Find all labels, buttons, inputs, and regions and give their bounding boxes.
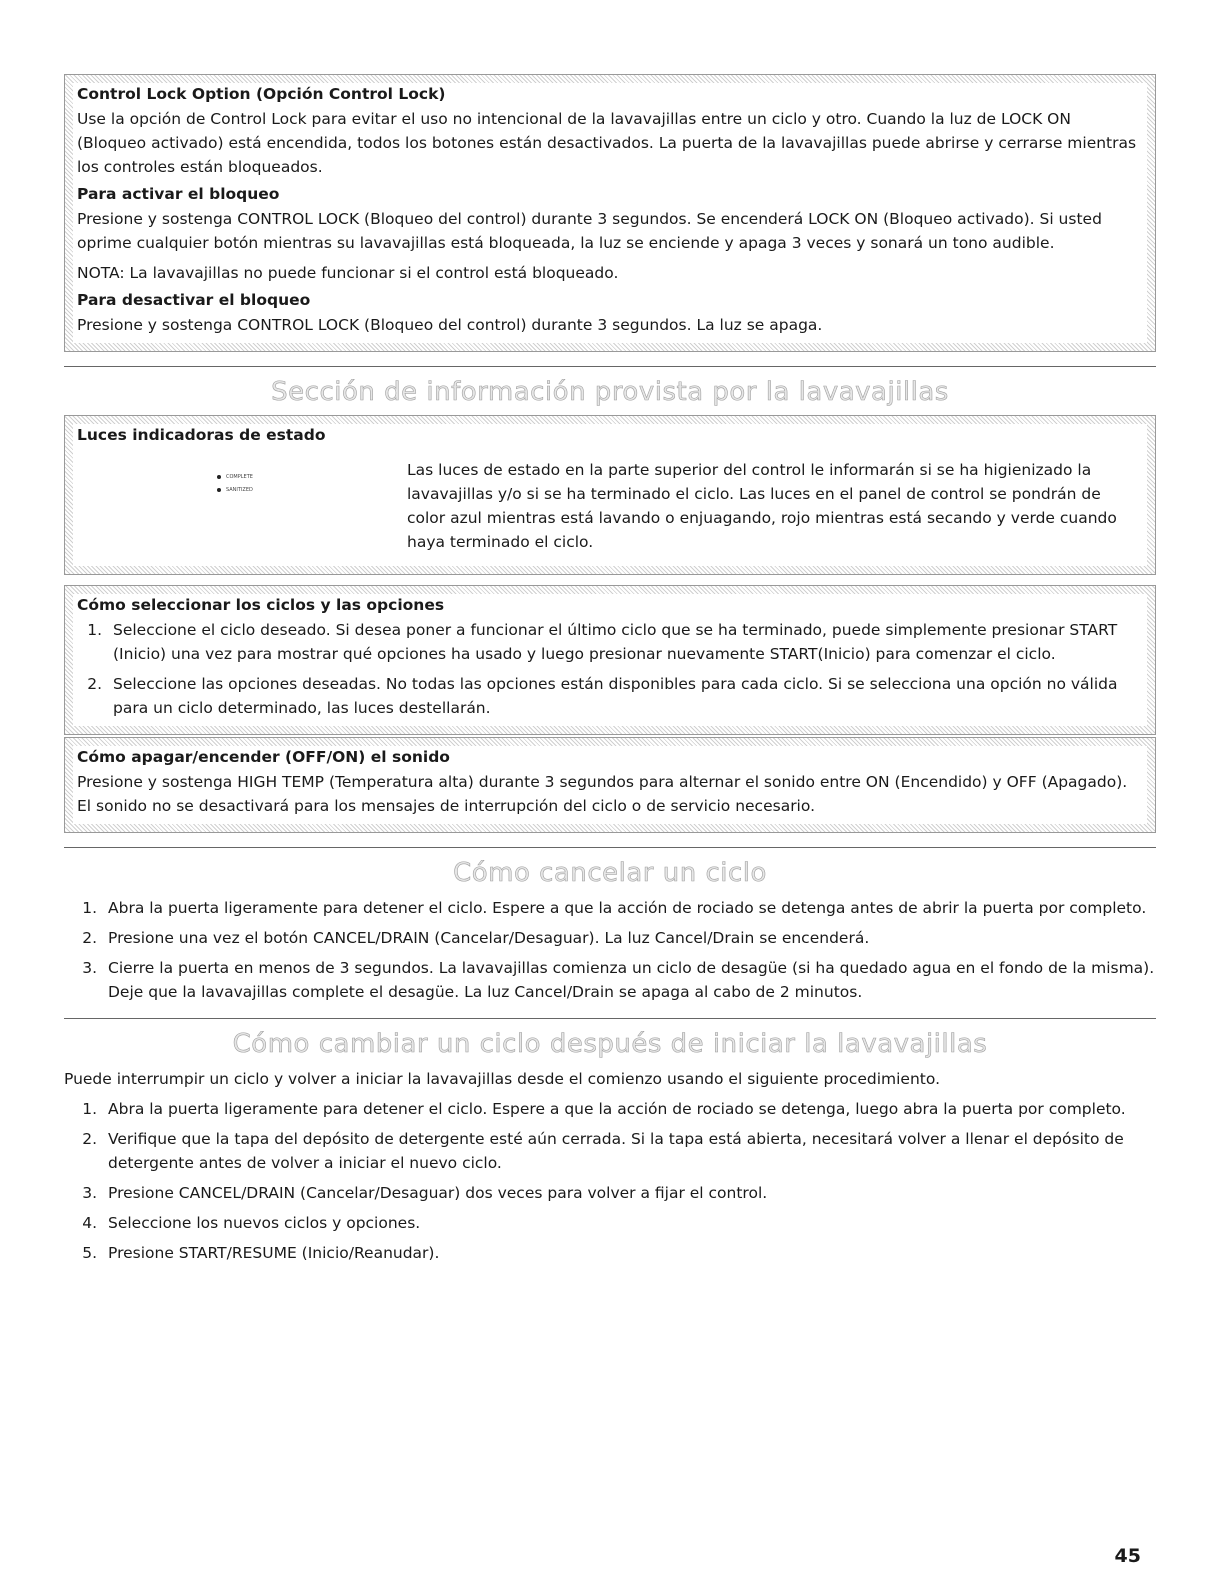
divider <box>64 1018 1156 1019</box>
complete-led <box>217 474 253 480</box>
list-item: 2. Seleccione las opciones deseadas. No todas las opciones están disponibles para cada ciclo. Si se selecciona una opción no válida para un ciclo determinado, las luces destellarán. <box>107 672 1143 720</box>
divider <box>64 847 1156 848</box>
complete-led-label: COMPLETE <box>226 474 253 480</box>
activate-lock-text: Presione y sostenga CONTROL LOCK (Bloqueo del control) durante 3 segundos. Se encenderá LOCK ON (Bloqueo activado). Si usted oprime cualquier botón mientras su lavavajillas está bloqueada, la luz se enciende y apaga 3 veces y sonará un tono audible. <box>77 210 1102 252</box>
list-item: 3. Presione CANCEL/DRAIN (Cancelar/Desaguar) dos veces para volver a fijar el control. <box>102 1181 1156 1205</box>
list-item: 3. Cierre la puerta en menos de 3 segundos. La lavavajillas comienza un ciclo de desagüe (si ha quedado agua en el fondo de la misma). Deje que la lavavajillas complete el desagüe. La luz Cancel/Drain se apaga al cabo de 2 minutos. <box>102 956 1156 1004</box>
sound-box <box>64 737 1156 833</box>
sanitized-led <box>217 487 253 493</box>
led-dot-icon <box>217 475 221 479</box>
status-lights-illustration <box>77 448 387 560</box>
change-section-heading: Cómo cambiar un ciclo después de iniciar la lavavajillas <box>232 1029 988 1059</box>
change-intro: Puede interrumpir un ciclo y volver a iniciar la lavavajillas desde el comienzo usando el siguiente procedimiento. <box>64 1070 940 1088</box>
list-item: 1. Abra la puerta ligeramente para detener el ciclo. Espere a que la acción de rociado se detenga antes de abrir la puerta por completo. <box>102 896 1156 920</box>
status-lights-text: Las luces de estado en la parte superior del control le informarán si se ha higienizado la lavavajillas y/o si se ha terminado el ciclo. Las luces en el panel de control se pondrán de color azul mientras está lavando o enjuagando, rojo mientras está secando y verde cuando haya terminado el ciclo. <box>407 461 1117 551</box>
list-item: 1. Seleccione el ciclo deseado. Si desea poner a funcionar el último ciclo que se ha terminado, puede simplemente presionar START (Inicio) una vez para mostrar qué opciones ha usado y luego presionar nuevamente START(Inicio) para comenzar el ciclo. <box>107 618 1143 666</box>
list-item: 2. Verifique que la tapa del depósito de detergente esté aún cerrada. Si la tapa está abierta, necesitará volver a llenar el depósito de detergente antes de volver a iniciar el nuevo ciclo. <box>102 1127 1156 1175</box>
deactivate-lock-text: Presione y sostenga CONTROL LOCK (Bloqueo del control) durante 3 segundos. La luz se apaga. <box>77 316 823 334</box>
sound-title: Cómo apagar/encender (OFF/ON) el sonido <box>77 748 450 766</box>
status-lights-title: Luces indicadoras de estado <box>77 426 326 444</box>
activate-lock-title: Para activar el bloqueo <box>77 185 280 203</box>
list-item: 4. Seleccione los nuevos ciclos y opciones. <box>102 1211 1156 1235</box>
select-cycles-box <box>64 585 1156 735</box>
info-section-heading: Sección de información provista por la lavavajillas <box>271 377 949 407</box>
page-number: 45 <box>1114 1545 1141 1567</box>
cancel-section-heading: Cómo cancelar un ciclo <box>453 858 767 888</box>
deactivate-lock-title: Para desactivar el bloqueo <box>77 291 311 309</box>
list-item: 1. Abra la puerta ligeramente para detener el ciclo. Espere a que la acción de rociado se detenga, luego abra la puerta por completo. <box>102 1097 1156 1121</box>
list-item: 2. Presione una vez el botón CANCEL/DRAIN (Cancelar/Desaguar). La luz Cancel/Drain se encenderá. <box>102 926 1156 950</box>
select-cycles-title: Cómo seleccionar los ciclos y las opciones <box>77 596 445 614</box>
control-lock-intro: Use la opción de Control Lock para evitar el uso no intencional de la lavavajillas entre un ciclo y otro. Cuando la luz de LOCK ON (Bloqueo activado) está encendida, todos los botones están desactivados. La puerta de la lavavajillas puede abrirse y cerrarse mientras los controles están bloqueados. <box>77 110 1137 176</box>
sound-text: Presione y sostenga HIGH TEMP (Temperatura alta) durante 3 segundos para alternar el sonido entre ON (Encendido) y OFF (Apagado). El sonido no se desactivará para los mensajes de interrupción del ciclo o de servicio necesario. <box>77 773 1128 815</box>
lock-note: NOTA: La lavavajillas no puede funcionar si el control está bloqueado. <box>77 264 619 282</box>
manual-page <box>64 74 1156 1271</box>
sanitized-led-label: SANITIZED <box>226 487 253 493</box>
led-dot-icon <box>217 488 221 492</box>
control-lock-box <box>64 74 1156 352</box>
status-lights-box <box>64 415 1156 575</box>
divider <box>64 366 1156 367</box>
list-item: 5. Presione START/RESUME (Inicio/Reanudar). <box>102 1241 1156 1265</box>
control-lock-title: Control Lock Option (Opción Control Lock) <box>77 85 446 103</box>
